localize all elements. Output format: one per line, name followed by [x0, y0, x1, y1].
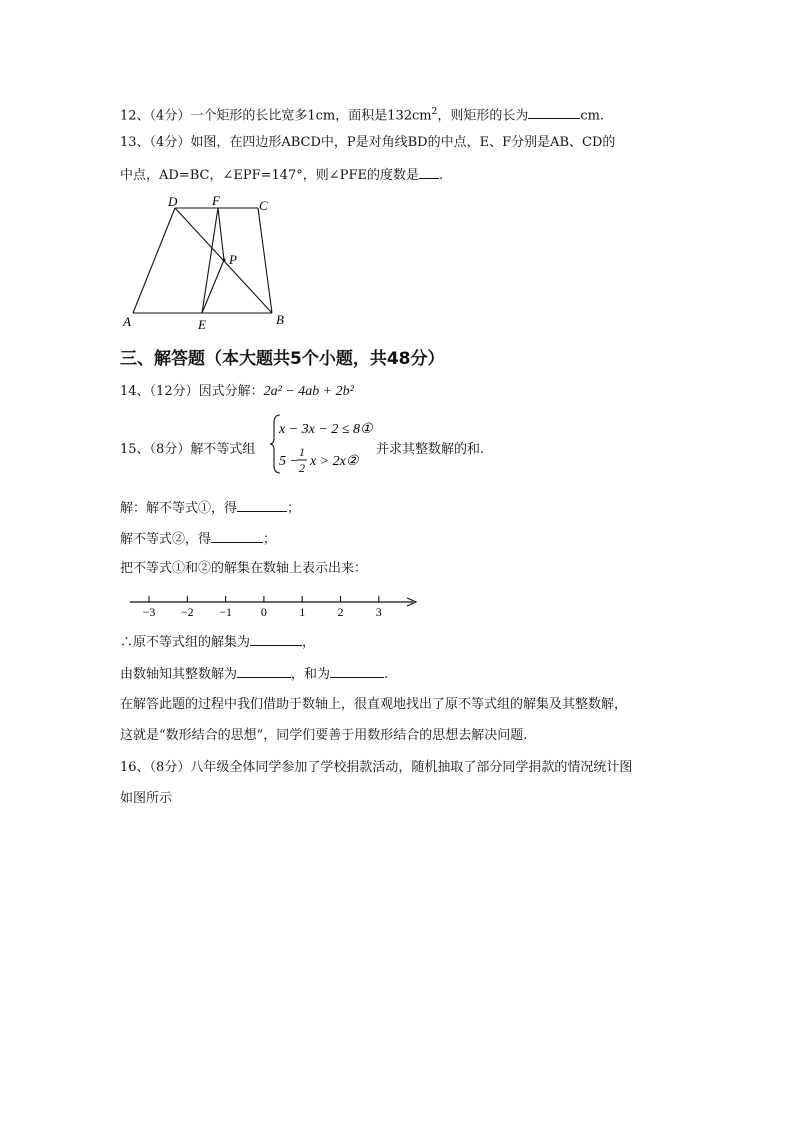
sol1-prefix: 解：解不等式①，得	[120, 501, 238, 516]
int-suffix: .	[384, 667, 389, 682]
set-suffix: ，	[302, 635, 316, 650]
q13-line2-prefix: 中点，AD=BC，∠EPF=147°，则∠PFE的度数是	[120, 168, 419, 183]
label-p: P	[229, 252, 237, 267]
question-16-line2: 如图所示	[120, 791, 173, 806]
number-line-tick-label: 1	[299, 605, 306, 619]
q15-integer-solutions	[120, 664, 388, 684]
q15-solution-2	[120, 529, 276, 549]
int-mid: ，和为	[291, 667, 331, 682]
fraction-numerator: 1	[299, 445, 305, 459]
number-line-tick-label: 0	[260, 605, 267, 619]
integer-solution-blank[interactable]	[237, 664, 291, 678]
segment-pe	[202, 260, 224, 313]
label-d: D	[168, 194, 178, 209]
set-prefix: ∴原不等式组的解集为	[120, 635, 251, 650]
segment-fe	[202, 208, 218, 313]
question-13-line1: 13、（4分）如图，在四边形ABCD中，P是对角线BD的中点，E、F分别是AB、CD的	[120, 135, 616, 150]
number-line-tick-label: −1	[219, 605, 232, 619]
segment-fp	[218, 208, 224, 260]
section-3-heading: 三、解答题（本大题共5个小题，共48分）	[120, 349, 445, 369]
numberline-instruction: 把不等式①和②的解集在数轴上表示出来：	[120, 561, 368, 576]
fraction-denominator: 2	[299, 461, 305, 475]
q12-suffix: cm.	[580, 108, 605, 124]
q15-solution-set	[120, 632, 315, 652]
number-line-tick-label: −2	[180, 605, 194, 619]
q12-answer-blank[interactable]	[528, 105, 580, 119]
q12-prefix: 12、（4分）一个矩形的长比宽多1cm，面积是132cm	[120, 108, 432, 124]
int-prefix: 由数轴知其整数解为	[120, 667, 238, 682]
q13-answer-blank[interactable]	[419, 165, 439, 179]
solution-set-blank[interactable]	[250, 632, 302, 646]
point-p-dot	[222, 258, 225, 261]
q14-prefix: 14、（12分）因式分解：	[120, 384, 264, 399]
question-13-line2	[120, 165, 443, 185]
inequality-2-left: 5 −	[279, 454, 299, 469]
inequality-2-right: x > 2x②	[310, 454, 359, 469]
segment-cb	[258, 208, 272, 313]
label-c: C	[259, 198, 268, 213]
question-14	[120, 383, 354, 401]
question-16-line1: 16、（8分）八年级全体同学参加了学校捐款活动，随机抽取了部分同学捐款的情况统计图	[120, 760, 633, 775]
number-line	[125, 592, 425, 620]
question-12	[120, 103, 604, 125]
sol1-answer-blank[interactable]	[237, 498, 287, 512]
sol2-answer-blank[interactable]	[211, 529, 263, 543]
quadrilateral-figure	[118, 193, 293, 333]
label-b: B	[276, 312, 284, 327]
sum-blank[interactable]	[330, 664, 384, 678]
q15-solution-1	[120, 498, 300, 518]
q14-expression: 2a² − 4ab + 2b²	[263, 384, 354, 399]
q12-mid: ，则矩形的长为	[437, 108, 529, 124]
sol1-suffix: ；	[287, 501, 301, 516]
number-line-tick-label: −3	[142, 605, 156, 619]
sol2-prefix: 解不等式②，得	[120, 532, 212, 547]
label-a: A	[123, 314, 131, 329]
sol2-suffix: ；	[263, 532, 277, 547]
label-e: E	[198, 317, 206, 332]
q13-line2-suffix: .	[438, 168, 444, 183]
segment-ad	[133, 208, 175, 313]
remark-line-1: 在解答此题的过程中我们借助于数轴上，很直观地找出了原不等式组的解集及其整数解，	[120, 697, 628, 712]
remark-line-2: 这就是“数形结合的思想”，同学们要善于用数形结合的思想去解决问题.	[120, 728, 528, 743]
label-f: F	[212, 193, 220, 208]
inequality-1: x − 3x − 2 ≤ 8①	[279, 422, 373, 437]
number-line-tick-label: 2	[337, 605, 344, 619]
number-line-tick-label: 3	[375, 605, 382, 619]
inequality-system	[267, 413, 377, 475]
q12-superscript: 2	[431, 107, 438, 117]
q15-prefix: 15、（8分）解不等式组	[120, 442, 256, 457]
q15-suffix: 并求其整数解的和.	[376, 442, 485, 457]
